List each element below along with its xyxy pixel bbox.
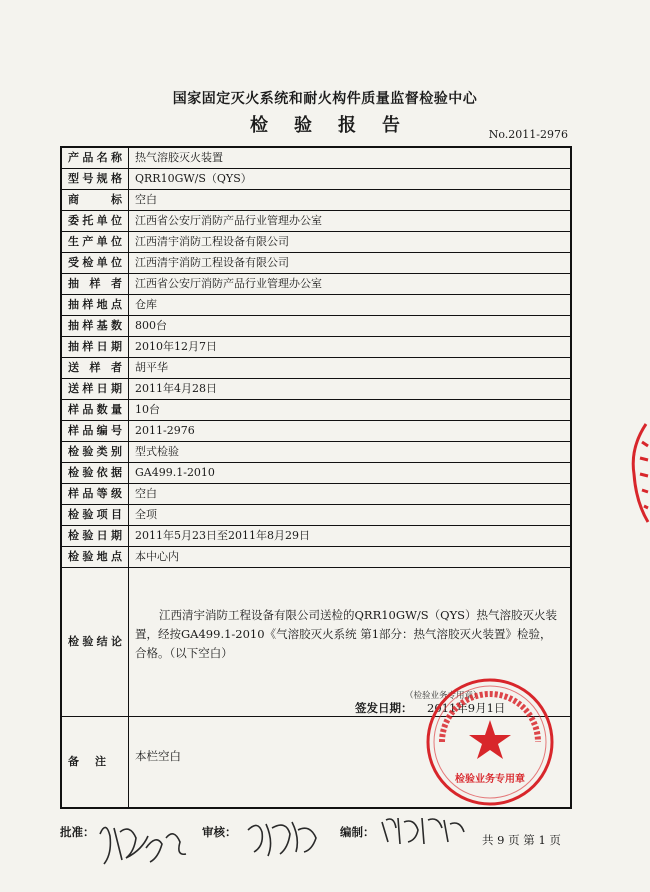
table-row bbox=[61, 295, 571, 316]
table-row bbox=[61, 442, 571, 463]
table-row bbox=[61, 337, 571, 358]
row-value: 江西清宇消防工程设备有限公司 bbox=[129, 253, 572, 274]
row-value: 江西省公安厅消防产品行业管理办公室 bbox=[129, 211, 572, 232]
table-row bbox=[61, 253, 571, 274]
row-label: 生产单位 bbox=[61, 232, 129, 253]
row-label: 商标 bbox=[61, 190, 129, 211]
row-label: 检验类别 bbox=[61, 442, 129, 463]
table-row bbox=[61, 274, 571, 295]
table-row bbox=[61, 547, 571, 568]
conclusion-text: 江西清宇消防工程设备有限公司送检的QRR10GW/S（QYS）热气溶胶灭火装置，经按GA499.1-2010《气溶胶灭火系统 第1部分：热气溶胶灭火装置》检验，合格。（以下空白） bbox=[135, 608, 558, 660]
sign-date-value: 2011年9月1日 bbox=[427, 701, 506, 715]
approve-label: 批准： bbox=[60, 825, 95, 839]
row-label: 送样日期 bbox=[61, 379, 129, 400]
row-value: 江西省公安厅消防产品行业管理办公室 bbox=[129, 274, 572, 295]
row-label: 抽样基数 bbox=[61, 316, 129, 337]
remark-text: 本栏空白 bbox=[135, 749, 181, 763]
compiler-signature bbox=[378, 812, 468, 852]
row-label: 受检单位 bbox=[61, 253, 129, 274]
row-value: 型式检验 bbox=[129, 442, 572, 463]
row-label: 样品编号 bbox=[61, 421, 129, 442]
row-label: 抽样地点 bbox=[61, 295, 129, 316]
report-number: No.2011-2976 bbox=[488, 128, 568, 141]
row-value: 江西清宇消防工程设备有限公司 bbox=[129, 232, 572, 253]
table-row bbox=[61, 379, 571, 400]
row-label: 检验地点 bbox=[61, 547, 129, 568]
row-value: 热气溶胶灭火装置 bbox=[129, 147, 572, 169]
table-row bbox=[61, 400, 571, 421]
table-row bbox=[61, 190, 571, 211]
row-label: 委托单位 bbox=[61, 211, 129, 232]
row-value: 空白 bbox=[129, 484, 572, 505]
row-value: 2010年12月7日 bbox=[129, 337, 572, 358]
dept-stamp-note: （检验业务专用章） bbox=[405, 691, 482, 701]
table-row bbox=[61, 421, 571, 442]
table-row bbox=[61, 316, 571, 337]
reviewer-signature bbox=[244, 812, 324, 862]
table-row bbox=[61, 211, 571, 232]
row-label: 检验项目 bbox=[61, 505, 129, 526]
row-value: 2011年5月23日至2011年8月29日 bbox=[129, 526, 572, 547]
row-value: 胡平华 bbox=[129, 358, 572, 379]
row-label: 产品名称 bbox=[61, 147, 129, 169]
row-label: 送样者 bbox=[61, 358, 129, 379]
table-row bbox=[61, 526, 571, 547]
approver-signature bbox=[96, 814, 192, 870]
seal-text: 检验业务专用章 bbox=[455, 774, 525, 785]
row-value: GA499.1-2010 bbox=[129, 463, 572, 484]
row-label: 抽样者 bbox=[61, 274, 129, 295]
table-row bbox=[61, 147, 571, 169]
row-value: 10台 bbox=[129, 400, 572, 421]
row-value: 2011-2976 bbox=[129, 421, 572, 442]
row-value: 仓库 bbox=[129, 295, 572, 316]
row-label: 检验依据 bbox=[61, 463, 129, 484]
row-label: 型号规格 bbox=[61, 169, 129, 190]
row-label: 抽样日期 bbox=[61, 337, 129, 358]
table-row bbox=[61, 505, 571, 526]
row-label: 样品等级 bbox=[61, 484, 129, 505]
compile-label: 编制： bbox=[340, 825, 375, 839]
row-value: 空白 bbox=[129, 190, 572, 211]
row-label: 检验日期 bbox=[61, 526, 129, 547]
row-value: QRR10GW/S（QYS） bbox=[129, 169, 572, 190]
table-row bbox=[61, 232, 571, 253]
table-row bbox=[61, 358, 571, 379]
table-row bbox=[61, 484, 571, 505]
row-value: 本中心内 bbox=[129, 547, 572, 568]
row-value: 800台 bbox=[129, 316, 572, 337]
table-row bbox=[61, 463, 571, 484]
table-row bbox=[61, 169, 571, 190]
inspection-seal bbox=[424, 676, 556, 808]
row-value: 2011年4月28日 bbox=[129, 379, 572, 400]
remark-label: 备注 bbox=[61, 717, 129, 809]
conclusion-label: 检验结论 bbox=[61, 568, 129, 717]
edge-seal-fragment bbox=[624, 418, 650, 528]
sign-date-label: 签发日期： bbox=[355, 701, 413, 715]
page-info: 共 9 页 第 1 页 bbox=[482, 833, 561, 847]
document-title: 检验报告 bbox=[250, 115, 426, 136]
row-label: 样品数量 bbox=[61, 400, 129, 421]
review-label: 审核： bbox=[202, 825, 237, 839]
org-title: 国家固定灭火系统和耐火构件质量监督检验中心 bbox=[172, 91, 478, 107]
row-value: 全项 bbox=[129, 505, 572, 526]
